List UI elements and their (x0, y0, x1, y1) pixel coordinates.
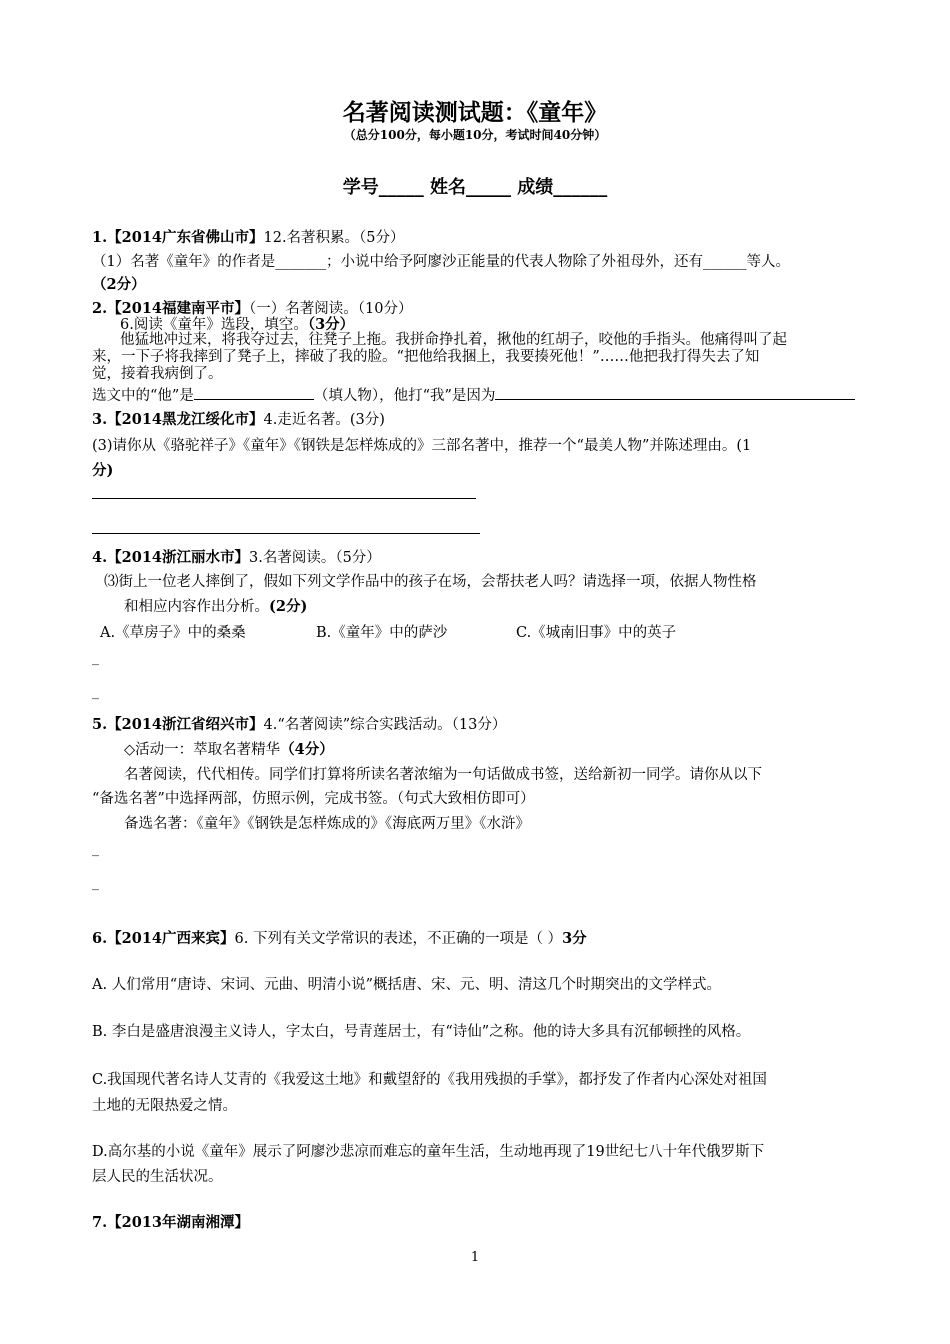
question-4-line-2 (124, 595, 307, 616)
question-4-line-2-score: (2分) (269, 598, 308, 615)
question-5-book-list: 备选名著：《童年》《钢铁是怎样炼成的》《海底两万里》《水浒》 (124, 816, 530, 832)
question-3-source: 3.【2014黑龙江绥化市】 (92, 411, 264, 428)
page-subtitle: （总分100分，每小题10分，考试时间40分钟） (343, 128, 607, 142)
question-2-sub-text: 6.阅读《童年》选段，填空。 (120, 317, 308, 333)
question-7-heading: 7.【2013年湖南湘潭】 (92, 1214, 249, 1231)
question-5-source: 5.【2014浙江省绍兴市】 (92, 716, 264, 733)
question-4-heading (92, 546, 381, 567)
question-5-paragraph-line-1: 名著阅读，代代相传。同学们打算将所读名著浓缩为一句话做成书签，送给新初一同学。请你从以下 (124, 767, 762, 783)
question-4-option-a: A.《草房子》中的桑桑 (100, 625, 246, 641)
question-2-sub-score: （3分） (307, 316, 355, 333)
question-4-line-2-text: 和相应内容作出分析。 (124, 599, 269, 615)
question-4-answer-dash-2[interactable]: _ (92, 684, 99, 700)
question-1-title: 12.名著积累。（5分） (263, 230, 405, 246)
question-3-line-1: (3)请你从《骆驼祥子》《童年》《钢铁是怎样炼成的》三部名著中，推荐一个“最美人物”并陈述理由。(1 (92, 438, 752, 454)
question-4-option-c: C.《城南旧事》中的英子 (516, 625, 677, 641)
question-5-heading (92, 713, 506, 734)
question-3-title: 4.走近名著。(3分) (263, 412, 385, 428)
question-6-source: 6.【2014广西来宾】 (92, 930, 235, 947)
question-2-fill-middle: （填人物），他打“我”是因为 (313, 388, 496, 404)
student-info-line: 学号_____ 姓名_____ 成绩______ (342, 177, 608, 198)
question-2-fill-prefix: 选文中的“他”是 (92, 388, 194, 404)
question-2-blank-reason[interactable] (495, 385, 855, 400)
question-3-answer-line-1[interactable] (92, 498, 476, 499)
question-5-answer-dash-2[interactable]: _ (92, 875, 99, 891)
question-5-title: 4.“名著阅读”综合实践活动。（13分） (263, 717, 507, 733)
question-3-answer-line-2[interactable] (92, 533, 480, 534)
question-6-option-d-line-1: D.高尔基的小说《童年》展示了阿廖沙悲凉而难忘的童年生活，生动地再现了19世纪七八十年代俄罗斯下 (92, 1144, 765, 1160)
question-3-heading (92, 408, 385, 429)
question-2-passage-line-3: 觉，接着我病倒了。 (92, 366, 223, 382)
page-title: 名著阅读测试题：《童年》 (342, 100, 608, 126)
question-3-line-2: 分) (92, 462, 114, 479)
question-2-fill-line (92, 384, 855, 405)
question-6-title: 6. 下列有关文学常识的表述，不正确的一项是（ ） (234, 931, 563, 947)
question-2-passage-line-1: 他猛地冲过来，将我夺过去，往凳子上拖。我拼命挣扎着，揪他的红胡子，咬他的手指头。他痛得叫了起 (120, 332, 787, 348)
question-1-source: 1.【2014广东省佛山市】 (92, 229, 264, 246)
page-number: 1 (470, 1250, 480, 1265)
question-2-blank-person[interactable] (194, 385, 314, 400)
question-1-heading (92, 226, 405, 247)
question-4-line-1: ⑶街上一位老人摔倒了，假如下列文学作品中的孩子在场，会帮扶老人吗？请选择一项，依据人物性格 (104, 574, 757, 590)
question-5-activity-score: （4分） (280, 741, 334, 758)
question-6-option-a: A. 人们常用“唐诗、宋词、元曲、明清小说”概括唐、宋、元、明、清这几个时期突出的文学样式。 (92, 977, 722, 993)
question-4-title: 3.名著阅读。（5分） (249, 550, 381, 566)
question-5-paragraph-line-2: “备选名著”中选择两部，仿照示例，完成书签。（句式大致相仿即可） (92, 791, 535, 807)
question-6-heading (92, 927, 587, 948)
question-1-line-1: （1）名著《童年》的作者是_______；小说中给予阿廖沙正能量的代表人物除了外祖母外，还有______等人。 (92, 254, 790, 270)
question-5-answer-dash-1[interactable]: _ (92, 841, 99, 857)
question-2-passage-line-2: 来，一下子将我摔到了凳子上，摔破了我的脸。“把他给我捆上，我要揍死他！”……他把我打得失去了知 (92, 349, 760, 365)
question-2-title: （一）名著阅读。（10分） (249, 301, 413, 317)
question-6-option-c-line-2: 土地的无限热爱之情。 (92, 1098, 237, 1114)
question-1-line-2: （2分） (92, 276, 146, 293)
question-2-source: 2.【2014福建南平市】 (92, 300, 249, 317)
question-6-option-b: B. 李白是盛唐浪漫主义诗人，字太白，号青莲居士，有“诗仙”之称。他的诗大多具有沉郁顿挫的风格。 (92, 1024, 751, 1040)
question-4-answer-dash-1[interactable]: _ (92, 650, 99, 666)
question-6-option-c-line-1: C.我国现代著名诗人艾青的《我爱这土地》和戴望舒的《我用残损的手掌》，都抒发了作者内心深处对祖国 (92, 1072, 767, 1088)
question-5-activity (124, 738, 334, 759)
question-6-option-d-line-2: 层人民的生活状况。 (92, 1169, 223, 1185)
question-6-score: 3分 (562, 930, 587, 947)
question-4-source: 4.【2014浙江丽水市】 (92, 549, 249, 566)
question-4-option-b: B.《童年》中的萨沙 (316, 625, 448, 641)
question-5-activity-text: ◇活动一：萃取名著精华 (124, 742, 281, 758)
